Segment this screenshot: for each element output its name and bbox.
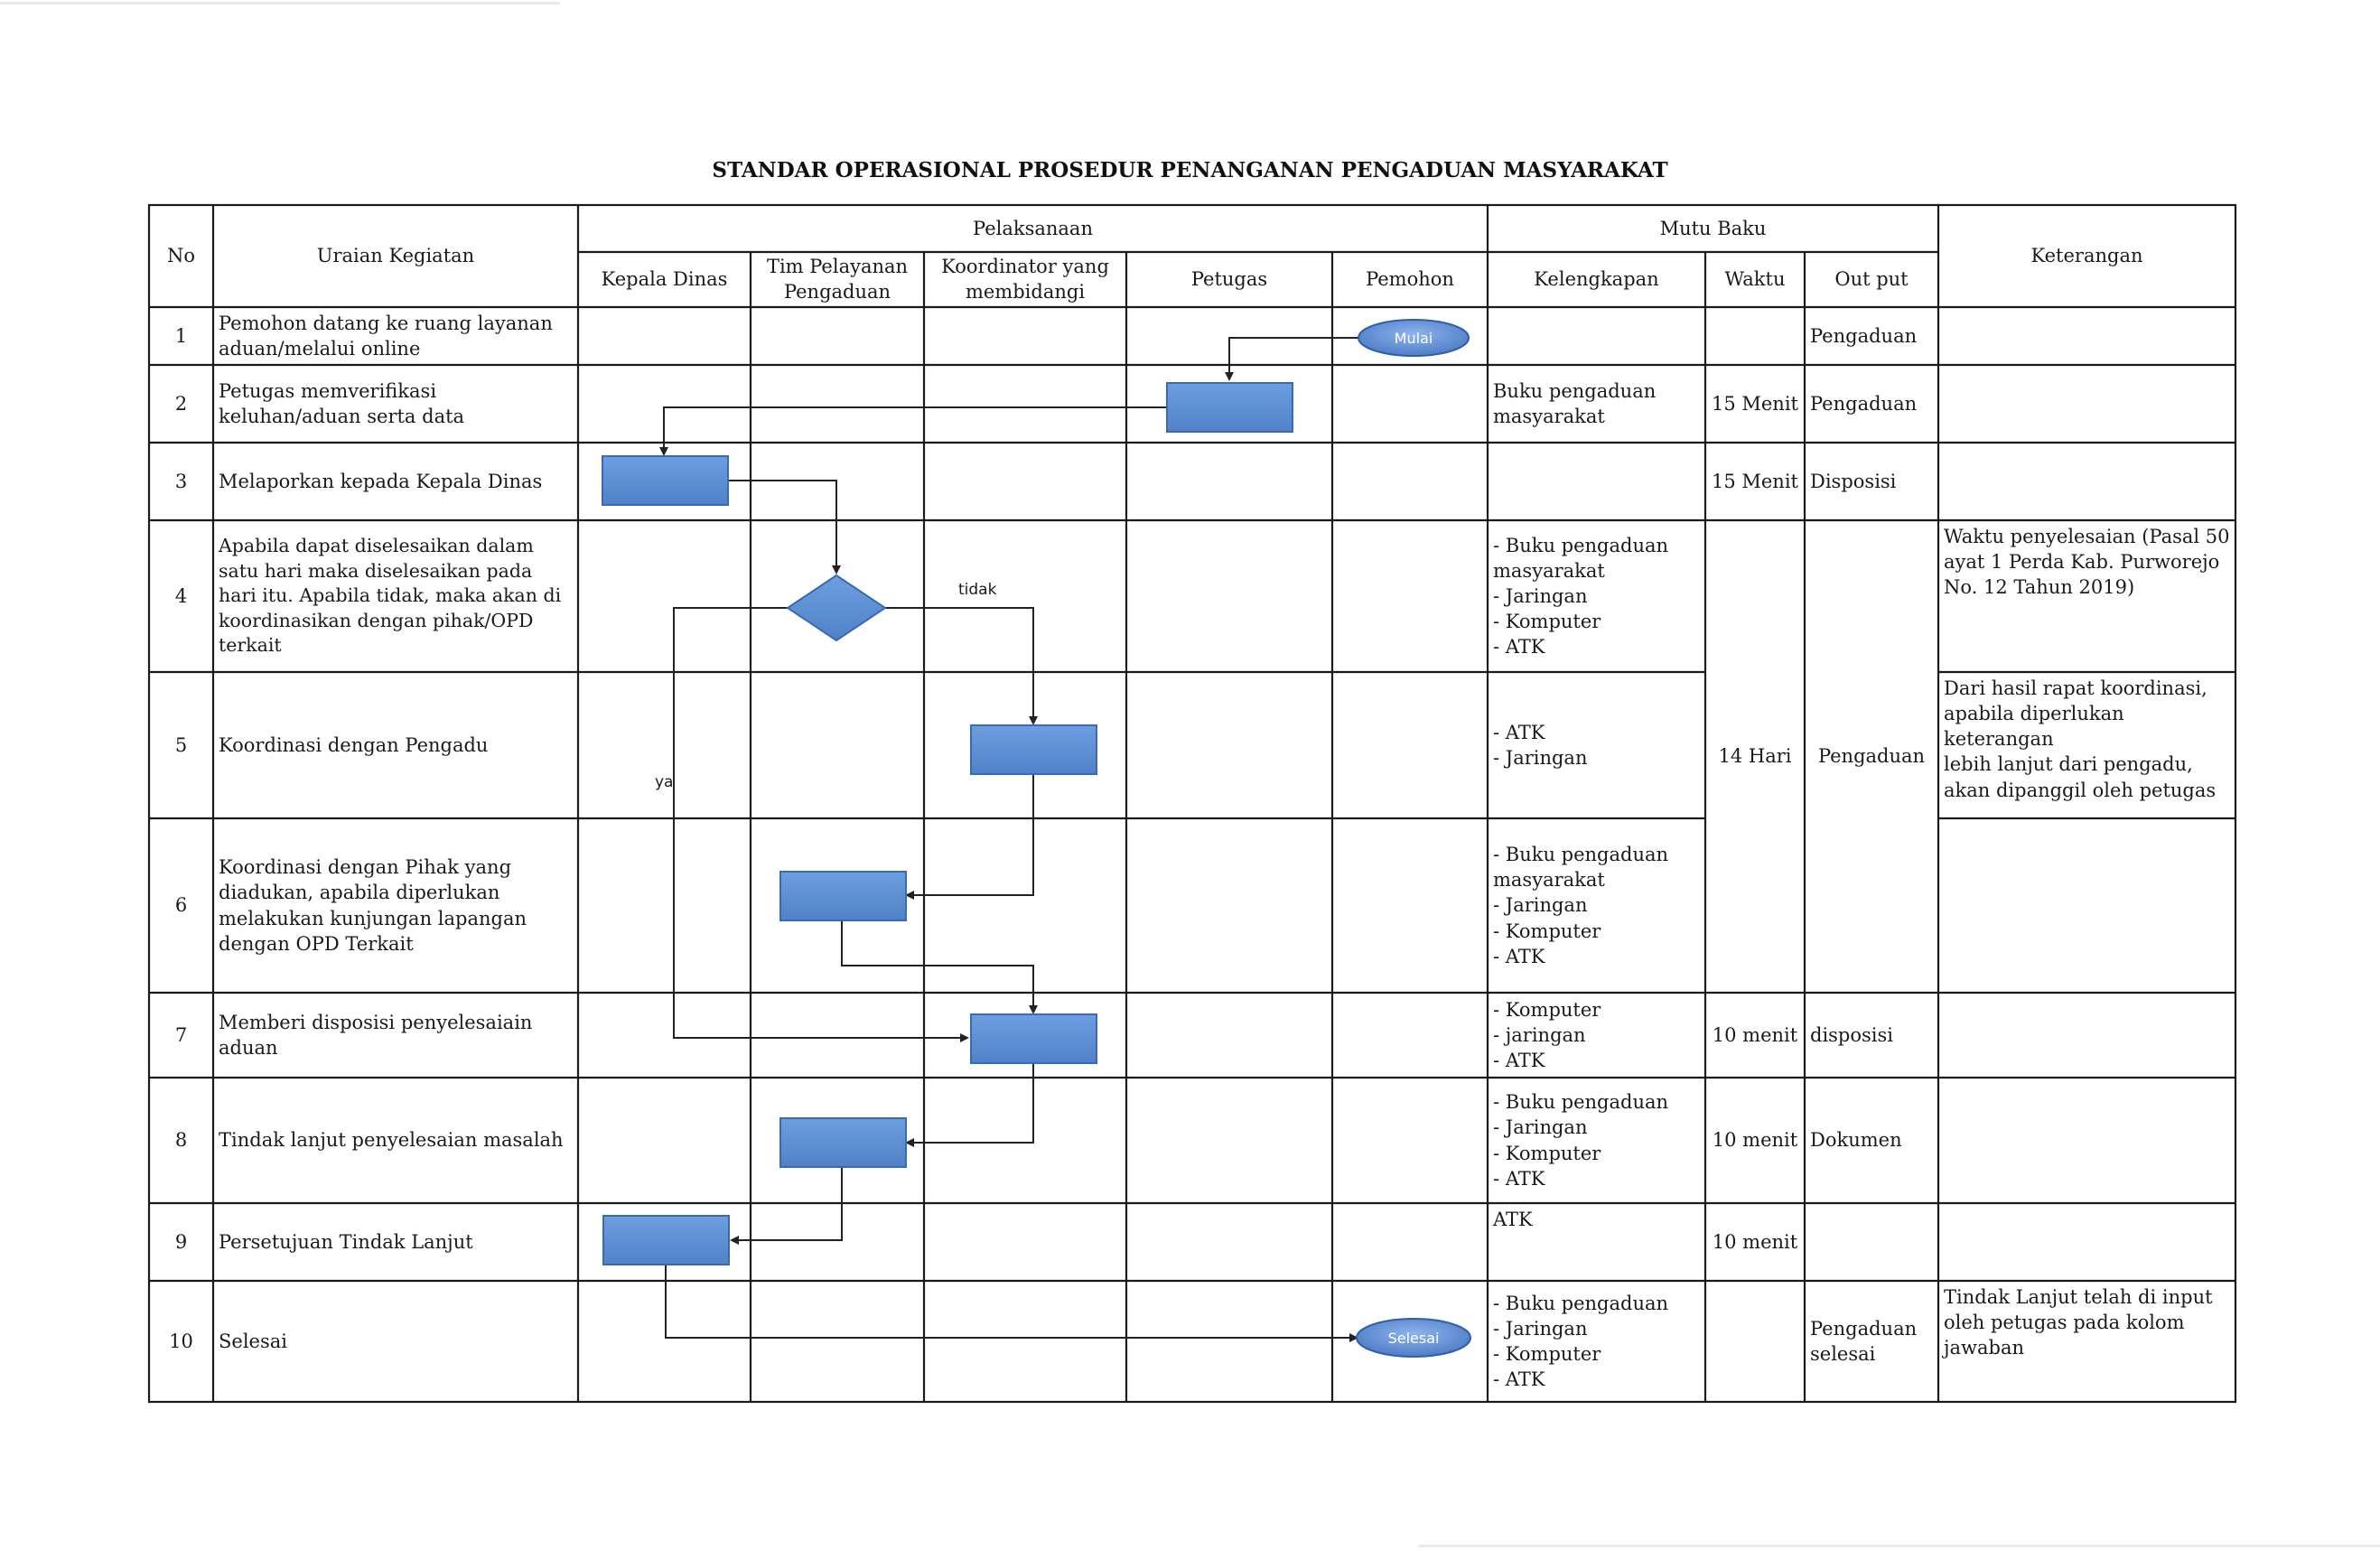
row-10-output: Pengaduan selesai	[1810, 1317, 1918, 1365]
process-box-persetujuan	[603, 1216, 729, 1265]
row-1-no: 1	[174, 324, 188, 347]
arrow-kadis-to-decision	[728, 481, 836, 573]
row-9-no: 9	[174, 1230, 188, 1253]
arrow-decision-tidak	[885, 608, 1033, 724]
header-uraian: Uraian Kegiatan	[316, 245, 475, 267]
row-3-uraian: Melaporkan kepada Kepala Dinas	[219, 470, 543, 492]
header-waktu: Waktu	[1724, 268, 1786, 291]
row-10-uraian: Selesai	[219, 1330, 287, 1352]
process-box-koordinasi-pengadu	[971, 725, 1097, 774]
row-4-kelengkapan: - Buku pengaduan masyarakat - Jaringan - Komputer - ATK	[1493, 534, 1669, 658]
process-box-disposisi	[971, 1014, 1097, 1063]
row-7-no: 7	[174, 1023, 188, 1046]
header-kepala-dinas: Kepala Dinas	[601, 268, 728, 291]
header-koordinator: Koordinator yang membidangi	[941, 256, 1109, 303]
row-2-uraian: Petugas memverifikasi keluhan/aduan serta data	[219, 379, 465, 427]
header-pelaksanaan: Pelaksanaan	[973, 217, 1093, 239]
terminator-selesai-label: Selesai	[1387, 1330, 1440, 1347]
decision-yes-label: ya	[655, 773, 674, 791]
row-7-kelengkapan: - Komputer - jaringan - ATK	[1493, 998, 1601, 1072]
row-9-kelengkapan: ATK	[1493, 1209, 1533, 1230]
process-box-verifikasi	[1167, 383, 1293, 432]
arrow-mulai-to-verify	[1229, 338, 1359, 379]
row-5-uraian: Koordinasi dengan Pengadu	[219, 733, 489, 756]
header-kelengkapan: Kelengkapan	[1534, 268, 1659, 291]
row-5-kelengkapan: - ATK - Jaringan	[1493, 721, 1588, 769]
row-2-no: 2	[174, 392, 188, 415]
row-8-output: Dokumen	[1810, 1129, 1902, 1152]
decision-diamond	[788, 575, 885, 640]
arrow-disposisi-to-tindak	[907, 1062, 1033, 1143]
rows-4-6-output: Pengaduan	[1817, 745, 1926, 768]
row-1-output: Pengaduan	[1810, 324, 1918, 347]
arrow-decision-ya	[674, 608, 967, 1038]
terminator-mulai-label: Mulai	[1394, 330, 1433, 347]
row-9-waktu: 10 menit	[1712, 1230, 1798, 1253]
row-7-output: disposisi	[1810, 1023, 1894, 1046]
terminator-selesai	[1357, 1319, 1470, 1357]
row-6-no: 6	[174, 894, 188, 917]
terminator-mulai	[1358, 320, 1469, 356]
row-7-uraian: Memberi disposisi penyelesaiain aduan	[219, 1011, 533, 1059]
row-2-waktu: 15 Menit	[1711, 392, 1798, 415]
row-1-uraian: Pemohon datang ke ruang layanan aduan/melalui online	[219, 312, 553, 359]
decision-no-label: tidak	[958, 581, 997, 599]
process-box-lapor-kadis	[602, 456, 728, 505]
row-9-uraian: Persetujuan Tindak Lanjut	[219, 1230, 473, 1253]
row-8-kelengkapan: - Buku pengaduan - Jaringan - Komputer - ATK	[1493, 1091, 1669, 1190]
row-4-uraian: Apabila dapat diselesaikan dalam satu hari maka diselesaikan pada hari itu. Apabila tidak, maka akan di koordinasikan dengan pihak/OPD terkait	[219, 535, 562, 657]
row-10-no: 10	[169, 1330, 193, 1352]
arrow-pihak-to-disposisi	[842, 920, 1033, 1013]
row-4-keterangan: Waktu penyelesaian (Pasal 50 ayat 1 Perda Kab. Purworejo No. 12 Tahun 2019)	[1944, 526, 2230, 599]
row-4-no: 4	[174, 584, 188, 607]
row-8-uraian: Tindak lanjut penyelesaian masalah	[219, 1129, 564, 1152]
row-8-no: 8	[174, 1129, 188, 1152]
row-2-output: Pengaduan	[1810, 392, 1918, 415]
row-10-keterangan: Tindak Lanjut telah di input oleh petugas pada kolom jawaban	[1944, 1286, 2213, 1359]
arrow-verify-to-kadis	[664, 407, 1167, 454]
header-output: Out put	[1834, 268, 1909, 291]
header-petugas: Petugas	[1190, 268, 1268, 291]
row-3-output: Disposisi	[1810, 470, 1897, 492]
row-6-kelengkapan: - Buku pengaduan masyarakat - Jaringan - Komputer - ATK	[1493, 844, 1669, 967]
arrow-tindak-to-persetujuan	[732, 1167, 842, 1240]
document-title: STANDAR OPERASIONAL PROSEDUR PENANGANAN PENGADUAN MASYARAKAT	[712, 158, 1668, 182]
header-keterangan: Keterangan	[2030, 245, 2143, 267]
row-2-kelengkapan: Buku pengaduan masyarakat	[1493, 379, 1657, 427]
row-8-waktu: 10 menit	[1712, 1129, 1798, 1152]
row-3-waktu: 15 Menit	[1711, 470, 1798, 492]
header-tim-pelayanan: Tim Pelayanan Pengaduan	[766, 256, 909, 303]
process-box-tindak-lanjut	[780, 1118, 906, 1167]
header-no: No	[166, 245, 196, 267]
row-6-uraian: Koordinasi dengan Pihak yang diadukan, apabila diperlukan melakukan kunjungan lapangan dengan OPD Terkait	[219, 856, 527, 955]
rows-4-6-waktu: 14 Hari	[1718, 745, 1792, 768]
row-3-no: 3	[174, 470, 188, 492]
header-pemohon: Pemohon	[1366, 268, 1454, 291]
row-7-waktu: 10 menit	[1712, 1023, 1798, 1046]
arrow-coord-to-pihak	[907, 773, 1033, 895]
row-5-keterangan: Dari hasil rapat koordinasi, apabila diperlukan keterangan lebih lanjut dari pengadu, akan dipanggil oleh petugas	[1944, 677, 2217, 801]
header-mutu-baku: Mutu Baku	[1659, 217, 1767, 239]
arrow-persetujuan-to-selesai	[666, 1265, 1357, 1338]
row-10-kelengkapan: - Buku pengaduan - Jaringan - Komputer - ATK	[1493, 1292, 1669, 1391]
process-box-koordinasi-pihak	[780, 872, 906, 920]
row-5-no: 5	[174, 733, 188, 756]
